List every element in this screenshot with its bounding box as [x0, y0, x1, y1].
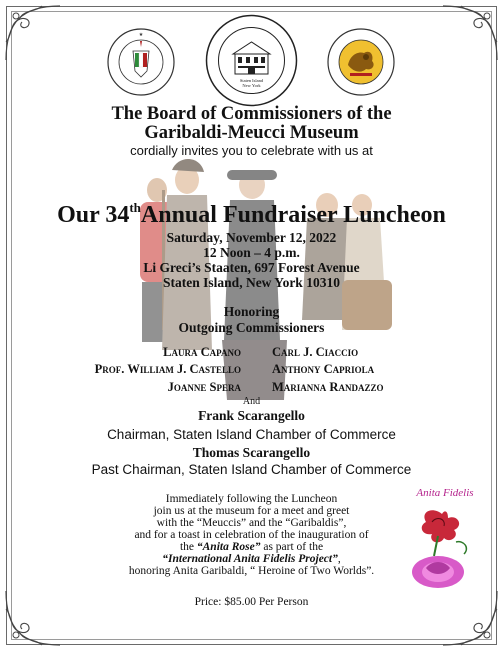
headline-pre: Our 34	[57, 202, 130, 228]
invitation-line: cordially invites you to celebrate with us at	[130, 143, 373, 158]
commissioner-name: Marianna Randazzo	[272, 380, 384, 394]
svg-text:★: ★	[138, 33, 144, 38]
anita-fidelis-title: Anita Fidelis	[416, 487, 474, 499]
details-text: the	[179, 541, 197, 553]
honoree-name: Frank Scarangello	[198, 408, 305, 423]
event-time: 12 Noon – 4 p.m.	[203, 245, 300, 260]
osdia-lion-seal-logo	[326, 27, 396, 97]
anita-rose-emphasis: “Anita Rose”	[196, 541, 261, 553]
honoree-role: Chairman, Staten Island Chamber of Commerce	[107, 427, 396, 442]
commissioner-name: Prof. William J. Castello	[94, 362, 241, 376]
event-city: Staten Island, New York 10310	[163, 275, 340, 290]
commissioner-name: Laura Capano	[163, 345, 241, 359]
ticket-price: Price: $85.00 Per Person	[194, 596, 309, 608]
honoring-group: Outgoing Commissioners	[178, 320, 325, 335]
garibaldi-meucci-museum-seal-logo	[205, 14, 298, 107]
details-line: join us at the museum for a meet and greet	[153, 505, 350, 517]
anita-fidelis-rose-logo	[398, 496, 486, 592]
honoring-label: Honoring	[223, 304, 280, 319]
event-headline	[0, 194, 503, 229]
svg-text:New York: New York	[242, 83, 261, 88]
details-text: as part of the	[260, 541, 324, 553]
board-title-line2: Garibaldi-Meucci Museum	[144, 123, 359, 143]
project-emphasis: “International Anita Fidelis Project”	[162, 553, 338, 565]
details-line: Immediately following the Luncheon	[165, 493, 338, 505]
commissioner-name: Anthony Capriola	[272, 362, 375, 376]
board-title-line1: The Board of Commissioners of the	[111, 104, 392, 124]
osdia-seal-logo	[106, 27, 176, 97]
honoree-role: Past Chairman, Staten Island Chamber of Commerce	[91, 462, 412, 477]
details-text: ,	[337, 553, 341, 565]
corner-ornament	[439, 2, 501, 64]
commissioner-name: Carl J. Ciaccio	[272, 345, 359, 359]
details-line: honoring Anita Garibaldi, “ Heroine of Two Worlds”.	[128, 565, 375, 577]
commissioner-name: Joanne Spera	[167, 380, 241, 394]
honoree-name: Thomas Scarangello	[192, 445, 311, 460]
details-line: with the “Meuccis” and the “Garibaldis”,	[156, 517, 347, 529]
corner-ornament	[2, 2, 64, 64]
event-venue: Li Greci’s Staaten, 697 Forest Avenue	[143, 260, 360, 275]
and-connector: And	[242, 396, 261, 407]
svg-text:Staten Island: Staten Island	[239, 78, 264, 83]
headline-post: Annual Fundraiser Luncheon	[140, 202, 446, 228]
details-line: and for a toast in celebration of the inauguration of	[134, 529, 369, 541]
headline-ordinal: th	[129, 200, 141, 215]
event-date: Saturday, November 12, 2022	[166, 230, 337, 245]
